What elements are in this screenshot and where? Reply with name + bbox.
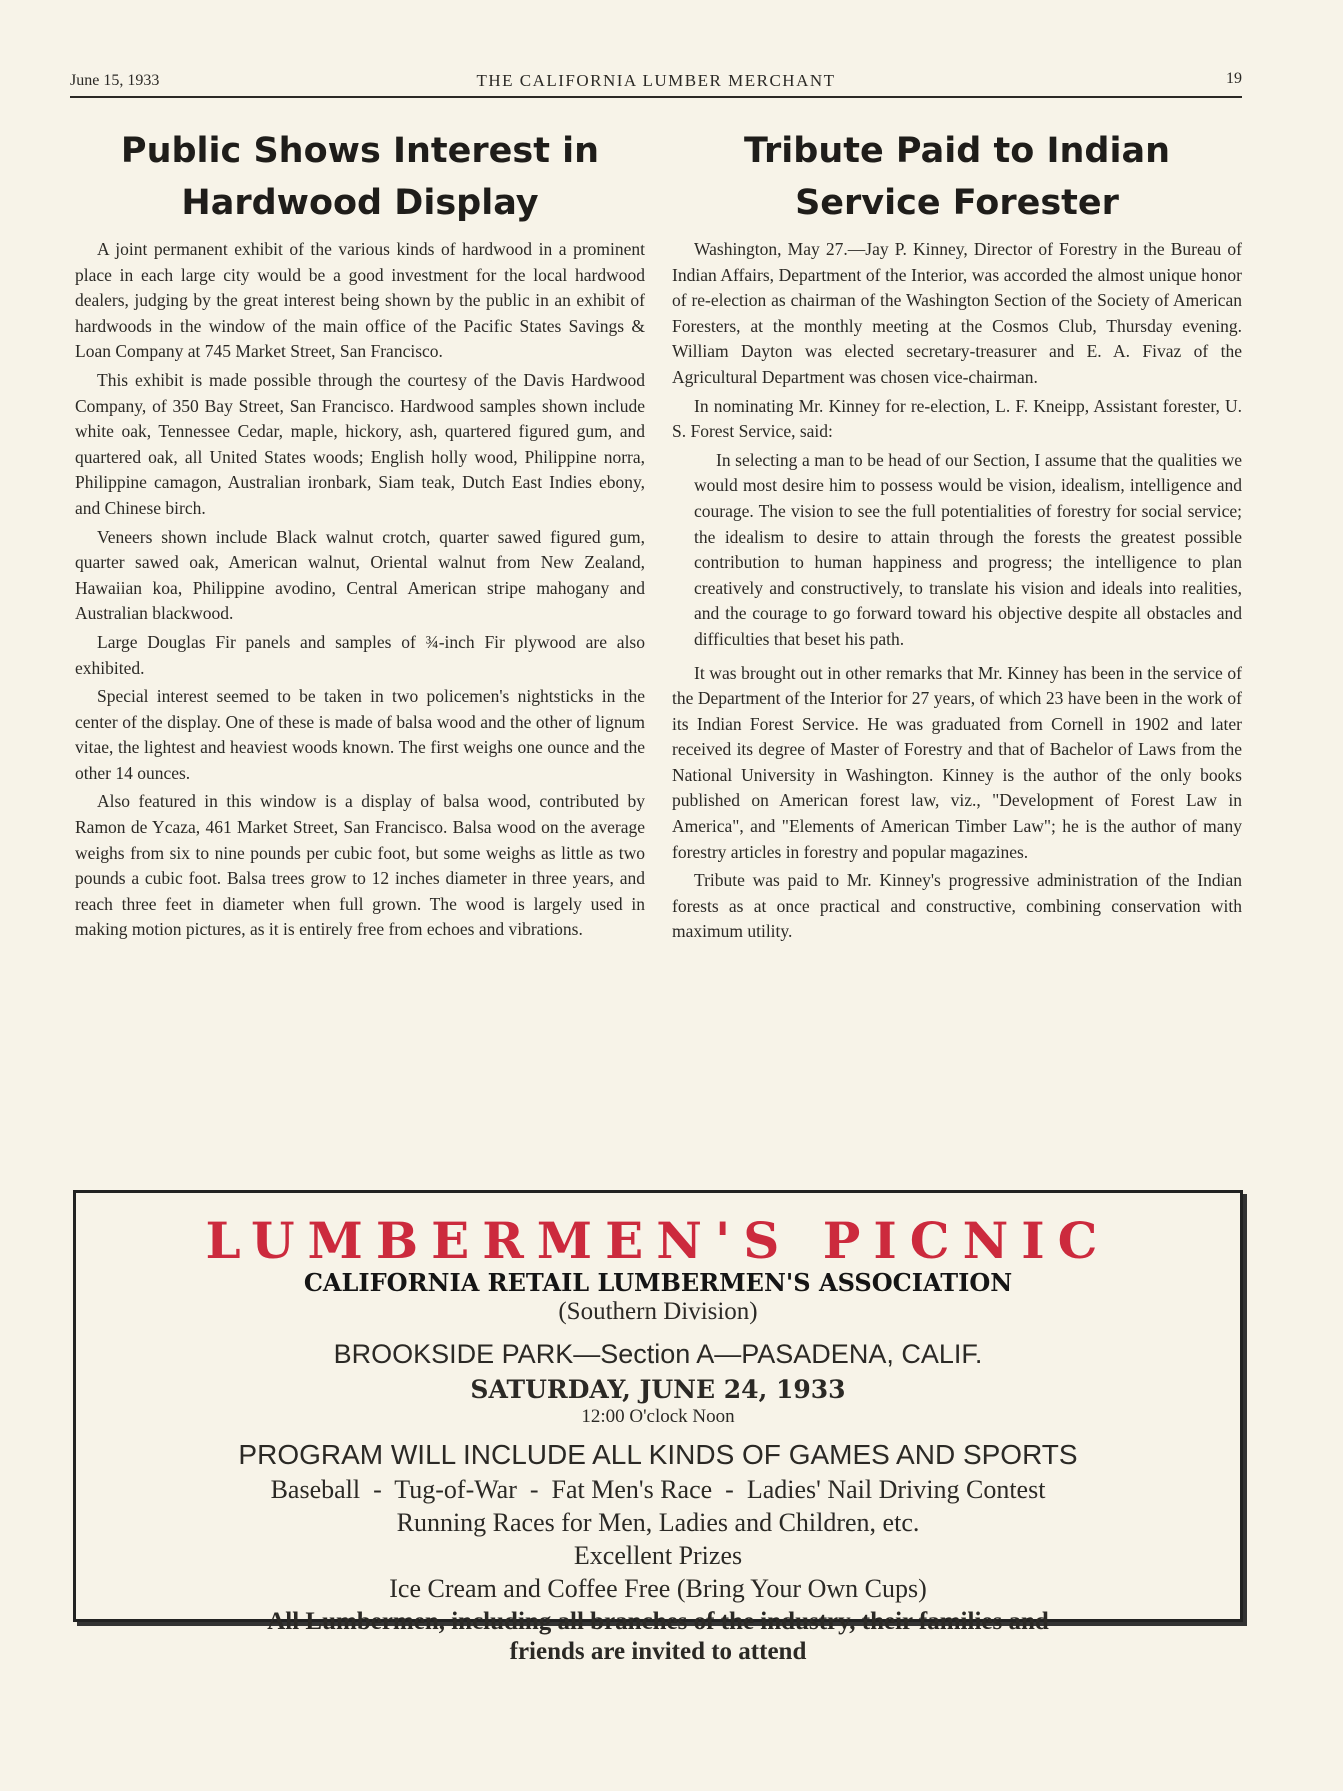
picnic-advertisement: [73, 1190, 1243, 1665]
article-paragraph: This exhibit is made possible through the courtesy of the Davis Hardwood Company, of 350 Bay Street, San Francisco. Hardwood samples shown include white oak, Tennessee Cedar, maple, hickory, ash, quartered figured gum, and quartered oak, all United States woods; English holly wood, Philippine norra, Philippine camagon, Australian ironbark, Siam teak, Dutch East Indies ebony, and Chinese birch.: [75, 369, 645, 518]
article-headline: Tribute Paid to Indian Service Forester: [744, 131, 1170, 223]
article-paragraph: Tribute was paid to Mr. Kinney's progressive administration of the Indian forests as at once practical and constructive, combining conservation with maximum utility.: [672, 870, 1242, 942]
ad-date: SATURDAY, JUNE 24, 1933: [470, 1375, 846, 1404]
article-headline: Public Shows Interest in Hardwood Display: [120, 131, 600, 223]
issue-date: June 15, 1933: [70, 72, 160, 89]
article-paragraph: Large Douglas Fir panels and samples of ¾-inch Fir plywood are also exhibited.: [75, 631, 645, 678]
article-paragraph: Washington, May 27.—Jay P. Kinney, Director of Forestry in the Bureau of Indian Affairs, Department of the Interior, was accorded the almost unique honor of re-election as chairman of the Washington Section of the Society of American Foresters, at the monthly meeting at the Cosmos Club, Thursday evening. William Dayton was elected secretary-treasurer and E. A. Fivaz of the Agricultural Department was chosen vice-chairman.: [672, 239, 1242, 387]
ad-events-line: Baseball - Tug-of-War - Fat Men's Race - Ladies' Nail Driving Contest: [270, 1475, 1046, 1504]
article-paragraph: A joint permanent exhibit of the various kinds of hardwood in a prominent place in each large city would be a good investment for the local hardwood dealers, judging by the great interest being shown by the public in an exhibit of hardwoods in the window of the main office of the Pacific States Savings & Loan Company at 745 Market Street, San Francisco.: [75, 239, 645, 362]
article-paragraph: Special interest seemed to be taken in two policemen's nightsticks in the center of the display. One of these is made of balsa wood and the other of lignum vitae, the lightest and heaviest woods known. The first weighs one ounce and the other 14 ounces.: [75, 686, 645, 783]
block-quote: In selecting a man to be head of our Section, I assume that the qualities we would most desire him to possess would be vision, idealism, intelligence and courage. The vision to see the full potentialities of forestry for social service; the idealism to desire to attain through the forests the greatest possible contribution to human happiness and progress; the intelligence to plan creatively and constructively, to translate his vision and ideals into realities, and the courage to go forward toward his objective despite all obstacles and difficulties that beset his path.: [694, 449, 1242, 649]
ad-division: (Southern Division): [558, 1298, 758, 1325]
ad-organization: CALIFORNIA RETAIL LUMBERMEN'S ASSOCIATION: [303, 1268, 1013, 1297]
article-paragraph: It was brought out in other remarks that Mr. Kinney has been in the service of the Department of the Interior for 27 years, of which 23 have been in the work of its Indian Forest Service. He was graduated from Cornell in 1902 and later received its degree of Master of Forestry and that of Bachelor of Laws from the National University in Washington. Kinney is the author of the only books published on American forest law, viz., "Development of Forest Law in America", and "Elements of American Timber Law"; he is the author of many forestry articles in forestry and popular magazines.: [672, 662, 1242, 862]
article-indian-service-forester: [672, 125, 1242, 948]
ad-events-line: Running Races for Men, Ladies and Children, etc.: [396, 1508, 920, 1537]
running-header: [70, 70, 1242, 98]
publication-title: THE CALIFORNIA LUMBER MERCHANT: [476, 71, 836, 90]
ad-location: BROOKSIDE PARK—Section A—PASADENA, CALIF.: [333, 1339, 983, 1369]
ad-program-heading: PROGRAM WILL INCLUDE ALL KINDS OF GAMES AND SPORTS: [238, 1439, 1078, 1470]
article-paragraph: Veneers shown include Black walnut crotch, quarter sawed figured gum, quarter sawed oak, American walnut, Oriental walnut from New Zealand, Hawaiian koa, Philippine avodino, Central American stripe mahogany and Australian blackwood.: [75, 526, 645, 624]
ad-time: 12:00 O'clock Noon: [581, 1406, 735, 1427]
ad-refreshments: Ice Cream and Coffee Free (Bring Your Own Cups): [389, 1574, 927, 1603]
article-paragraph: Also featured in this window is a display of balsa wood, contributed by Ramon de Ycaza, 461 Market Street, San Francisco. Balsa wood on the average weighs from six to nine pounds per cubic foot, but some weighs as little as two pounds a cubic foot. Balsa trees grow to 12 inches diameter in three years, and reach three feet in diameter when full grown. The wood is largely used in making motion pictures, as it is entirely free from echoes and vibrations.: [75, 791, 645, 940]
article-hardwood-display: [75, 125, 645, 946]
article-paragraph: In nominating Mr. Kinney for re-election, L. F. Kneipp, Assistant forester, U. S. Forest Service, said:: [672, 395, 1242, 442]
ad-prizes: Excellent Prizes: [573, 1541, 743, 1570]
page-number: 19: [1226, 70, 1242, 87]
ad-invitation: All Lumbermen, including all branches of the industry, their families and friends are invited to attend: [267, 1608, 1049, 1665]
ad-title: LUMBERMEN'S PICNIC: [205, 1211, 1111, 1270]
